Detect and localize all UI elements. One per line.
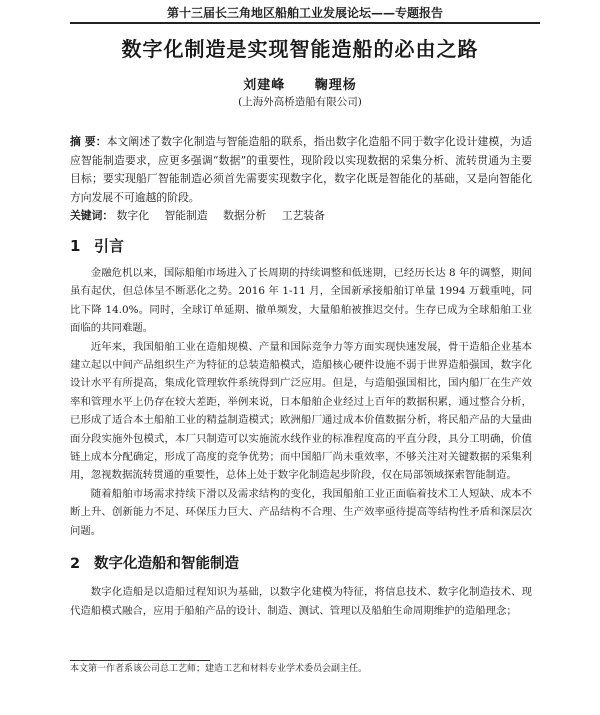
affiliation: (上海外高桥造船有限公司) <box>238 96 362 108</box>
body-paragraph: 金融危机以来，国际船舶市场进入了长周期的持续调整和低迷期，已经历长达 8 年的调整，期间虽有起伏，但总体呈不断恶化之势。2016 年 1-11 月，全国新承接船舶订单量 1994 万载重吨，同比下降 14.0%。同时，全球订单延期、撤单频发，大量船舶被推迟交付。生存已成为全球船舶工业面临的共同难题。 <box>70 267 532 335</box>
footnote: 本文第一作者系该公司总工艺师；建造工艺和材料专业学术委员会副主任。 <box>70 664 368 674</box>
paper-title: 数字化制造是实现智能造船的必由之路 <box>121 37 479 61</box>
body-paragraph: 数字化造船是以造船过程知识为基础，以数字化建模为特征，将信息技术、数字化制造技术、现代造船模式融合，应用于船舶产品的设计、制造、测试、管理以及船舶生命周期维护的造船理念； <box>70 586 532 617</box>
section-number: 2 <box>70 556 81 573</box>
section-number: 1 <box>70 237 81 255</box>
running-header: 第十三届长三角地区船舶工业发展论坛——专题报告 <box>166 6 443 20</box>
body-column <box>70 264 532 620</box>
body-paragraph: 随着船舶市场需求持续下滑以及需求结构的变化，我国船舶工业正面临着技术工人短缺、成本不断上升、创新能力不足、环保压力巨大、产品结构不合理、生产效率亟待提高等结构性矛盾和深层次问题。 <box>70 487 532 537</box>
footnote-rule <box>70 660 210 661</box>
header-rule <box>70 22 540 24</box>
section-heading-introduction <box>70 235 124 256</box>
section-heading-digital-shipbuilding <box>70 552 532 573</box>
keyword: 数字化 <box>116 209 150 222</box>
author-list <box>60 74 540 93</box>
abstract-text: 本文阐述了数字化制造与智能造船的联系，指出数字化造船不同于数字化设计建模，为适应智能制造要求，应更多强调“数据”的重要性，现阶段以实现数据的采集分析、流转贯通为主要目标；要实现船厂智能制造必须首先需要实现数字化，数字化既是智能化的基础，又是向智能化方向发展不可逾越的阶段。 <box>70 135 532 204</box>
keywords <box>70 207 532 225</box>
body-paragraph: 近年来，我国船舶工业在造船规模、产量和国际竞争力等方面实现快速发展，骨干造船企业基本建立起以中间产品组织生产为特征的总装造船模式，造船核心硬件设施不弱于世界造船强国，数字化设计水平有所提高，集成化管理软件系统得到广泛应用。但是，与造船强国相比，国内船厂在生产效率和管理水平上仍存在较大差距，举例来说，日本船舶企业经过上百年的数据积累，通过整合分析，已形成了适合本土船舶工业的精益制造模式；欧洲船厂通过成本价值数据分析，将民船产品的大量曲面分段实施外包模式，本厂只制造可以实施流水线作业的标准程度高的平直分段，具分工明确，价值链上成本分配确定，形成了高度的竞争优势；而中国船厂尚未重效率，不够关注对关键数据的采集利用，忽视数据流转贯通的重要性，总体上处于数字化制造起步阶段，仅在局部领域探索智能制造。 <box>70 340 532 482</box>
author-name: 鞠理杨 <box>314 78 357 93</box>
keywords-label: 关键词： <box>70 209 114 222</box>
keyword: 工艺装备 <box>281 209 325 222</box>
keyword: 数据分析 <box>223 209 267 222</box>
abstract-label: 摘 要： <box>70 135 107 148</box>
abstract <box>70 133 532 207</box>
keyword: 智能制造 <box>164 209 208 222</box>
section-title: 引言 <box>94 237 125 255</box>
section-title: 数字化造船和智能制造 <box>94 556 239 573</box>
author-name: 刘建峰 <box>243 78 286 93</box>
